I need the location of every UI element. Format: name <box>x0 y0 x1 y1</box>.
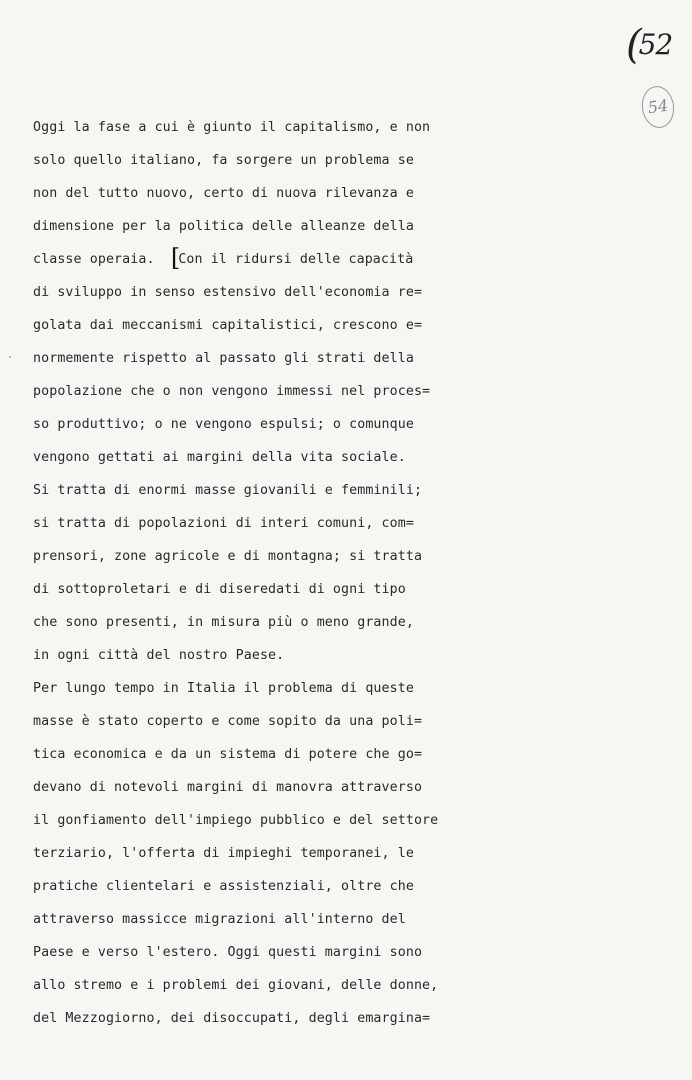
typewritten-text <box>33 114 473 1038</box>
text-line: devano di notevoli margini di manovra attraverso <box>33 780 423 795</box>
text-line: solo quello italiano, fa sorgere un problema se <box>33 153 414 168</box>
stamp-number: 54 <box>646 95 670 118</box>
text-line: masse è stato coperto e come sopito da una poli= <box>33 714 423 729</box>
text-line: del Mezzogiorno, dei disoccupati, degli emargina= <box>33 1011 431 1026</box>
text-line: so produttivo; o ne vengono espulsi; o comunque <box>33 417 414 432</box>
text-line: Paese e verso l'estero. Oggi questi margini sono <box>33 945 423 960</box>
text-segment: classe operaia. <box>33 252 155 267</box>
text-line: in ogni città del nostro Paese. <box>33 648 285 663</box>
handwritten-paren: ( <box>626 22 641 68</box>
text-line: il gonfiamento dell'impiego pubblico e del settore <box>33 813 439 828</box>
text-line: Si tratta di enormi masse giovanili e femminili; <box>33 483 423 498</box>
archive-stamp <box>639 84 677 130</box>
text-line: attraverso massicce migrazioni all'interno del <box>33 912 406 927</box>
text-segment: Con il ridursi delle capacità <box>178 252 414 267</box>
text-line: pratiche clientelari e assistenziali, oltre che <box>33 879 414 894</box>
text-line: di sviluppo in senso estensivo dell'economia re= <box>33 285 423 300</box>
page-number-value: 52 <box>638 28 673 61</box>
text-line: vengono gettati ai margini della vita sociale. <box>33 450 406 465</box>
text-line: allo stremo e i problemi dei giovani, delle donne, <box>33 978 439 993</box>
text-line: dimensione per la politica delle alleanze della <box>33 219 414 234</box>
text-line: normemente rispetto al passato gli strati della <box>33 351 414 366</box>
text-line: non del tutto nuovo, certo di nuova rilevanza e <box>33 186 414 201</box>
text-line: Per lungo tempo in Italia il problema di queste <box>33 681 414 696</box>
text-line: terziario, l'offerta di impieghi temporanei, le <box>33 846 414 861</box>
text-line: tica economica e da un sistema di potere che go= <box>33 747 423 762</box>
text-line: si tratta di popolazioni di interi comuni, com= <box>33 516 414 531</box>
text-line: popolazione che o non vengono immessi nel proces= <box>33 384 431 399</box>
text-line: Oggi la fase a cui è giunto il capitalismo, e non <box>33 120 431 135</box>
handwritten-bracket-mark: [ <box>170 244 181 272</box>
text-line: golata dai meccanismi capitalistici, crescono e= <box>33 318 423 333</box>
text-line: di sottoproletari e di diseredati di ogni tipo <box>33 582 406 597</box>
handwritten-page-number <box>626 18 673 68</box>
paper-speck <box>9 356 11 358</box>
text-line: che sono presenti, in misura più o meno grande, <box>33 615 414 630</box>
text-line: prensori, zone agricole e di montagna; si tratta <box>33 549 423 564</box>
text-line <box>33 246 473 279</box>
